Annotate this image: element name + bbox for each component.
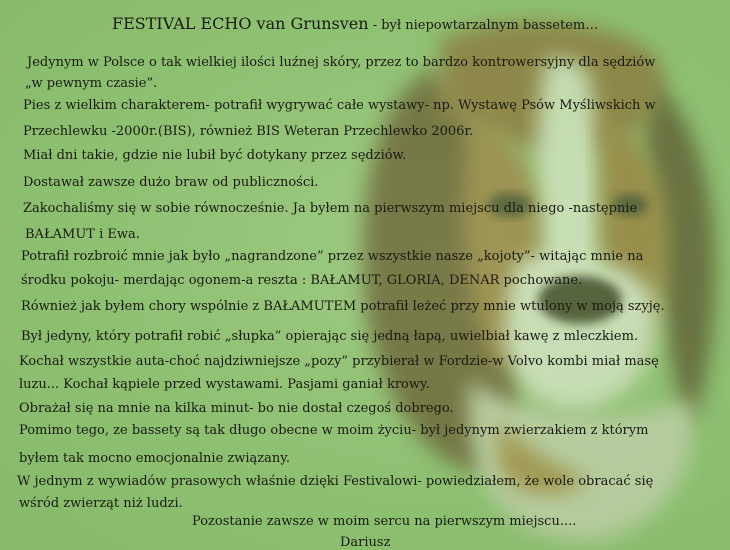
text-line: BAŁAMUT i Ewa. — [25, 227, 140, 242]
text-line: Zakochaliśmy się w sobie równocześnie. Ja byłem na pierwszym miejscu dla niego -następnie — [23, 201, 638, 216]
text-line: byłem tak mocno emocjonalnie związany. — [19, 451, 291, 466]
text-line: Potrafił rozbroić mnie jak było „nagrandzone” przez wszystkie nasze „kojoty”- witając mnie na — [21, 249, 644, 264]
signature: Dariusz — [340, 535, 391, 550]
text-line: Pies z wielkim charakterem- potrafił wygrywać całe wystawy- np. Wystawę Psów Myśliwskich w — [23, 98, 656, 113]
text-line: Dostawał zawsze dużo braw od publiczności. — [23, 175, 319, 190]
text-line: Kochał wszystkie auta-choć najdziwniejsze „pozy” przybierał w Fordzie-w Volvo kombi miał masę — [19, 354, 659, 369]
text-line: Obrażał się na mnie na kilka minut- bo nie dostał czegoś dobrego. — [19, 401, 454, 416]
text-line: wśród zwierząt niż ludzi. — [19, 496, 183, 511]
text-line: Pomimo tego, ze bassety są tak długo obecne w moim życiu- był jedynym zwierzakiem z którym — [19, 423, 649, 438]
closing-line: Pozostanie zawsze w moim sercu na pierwszym miejscu.... — [192, 514, 577, 529]
title-main: FESTIVAL ECHO van Grunsven — [112, 14, 369, 33]
text-line: środku pokoju- merdając ogonem-a reszta : BAŁAMUT, GLORIA, DENAR pochowane. — [21, 273, 583, 288]
title-subtitle: - był niepowtarzalnym bassetem… — [368, 18, 599, 33]
text-line: „w pewnym czasie”. — [25, 76, 158, 91]
text-line: Miał dni takie, gdzie nie lubił być dotykany przez sędziów. — [23, 148, 407, 163]
text-line: Przechlewku -2000r.(BIS), również BIS Weteran Przechlewko 2006r. — [23, 124, 474, 139]
text-line: Również jak byłem chory wspólnie z BAŁAMUTEM potrafił leżeć przy mnie wtulony w moją szyję. — [21, 299, 665, 314]
text-line: luzu... Kochał kąpiele przed wystawami. Pasjami ganiał krowy. — [19, 377, 430, 392]
text-line: Jedynym w Polsce o tak wielkiej ilości luźnej skóry, przez to bardzo kontrowersyjny dla sędziów — [27, 55, 656, 70]
page-title — [112, 14, 598, 33]
text-line: Był jedyny, który potrafił robić „słupka” opierając się jedną łapą, uwielbiał kawę z mleczkiem. — [21, 329, 639, 344]
text-line: W jednym z wywiadów prasowych właśnie dzięki Festivalowi- powiedziałem, że wole obracać się — [17, 474, 654, 489]
